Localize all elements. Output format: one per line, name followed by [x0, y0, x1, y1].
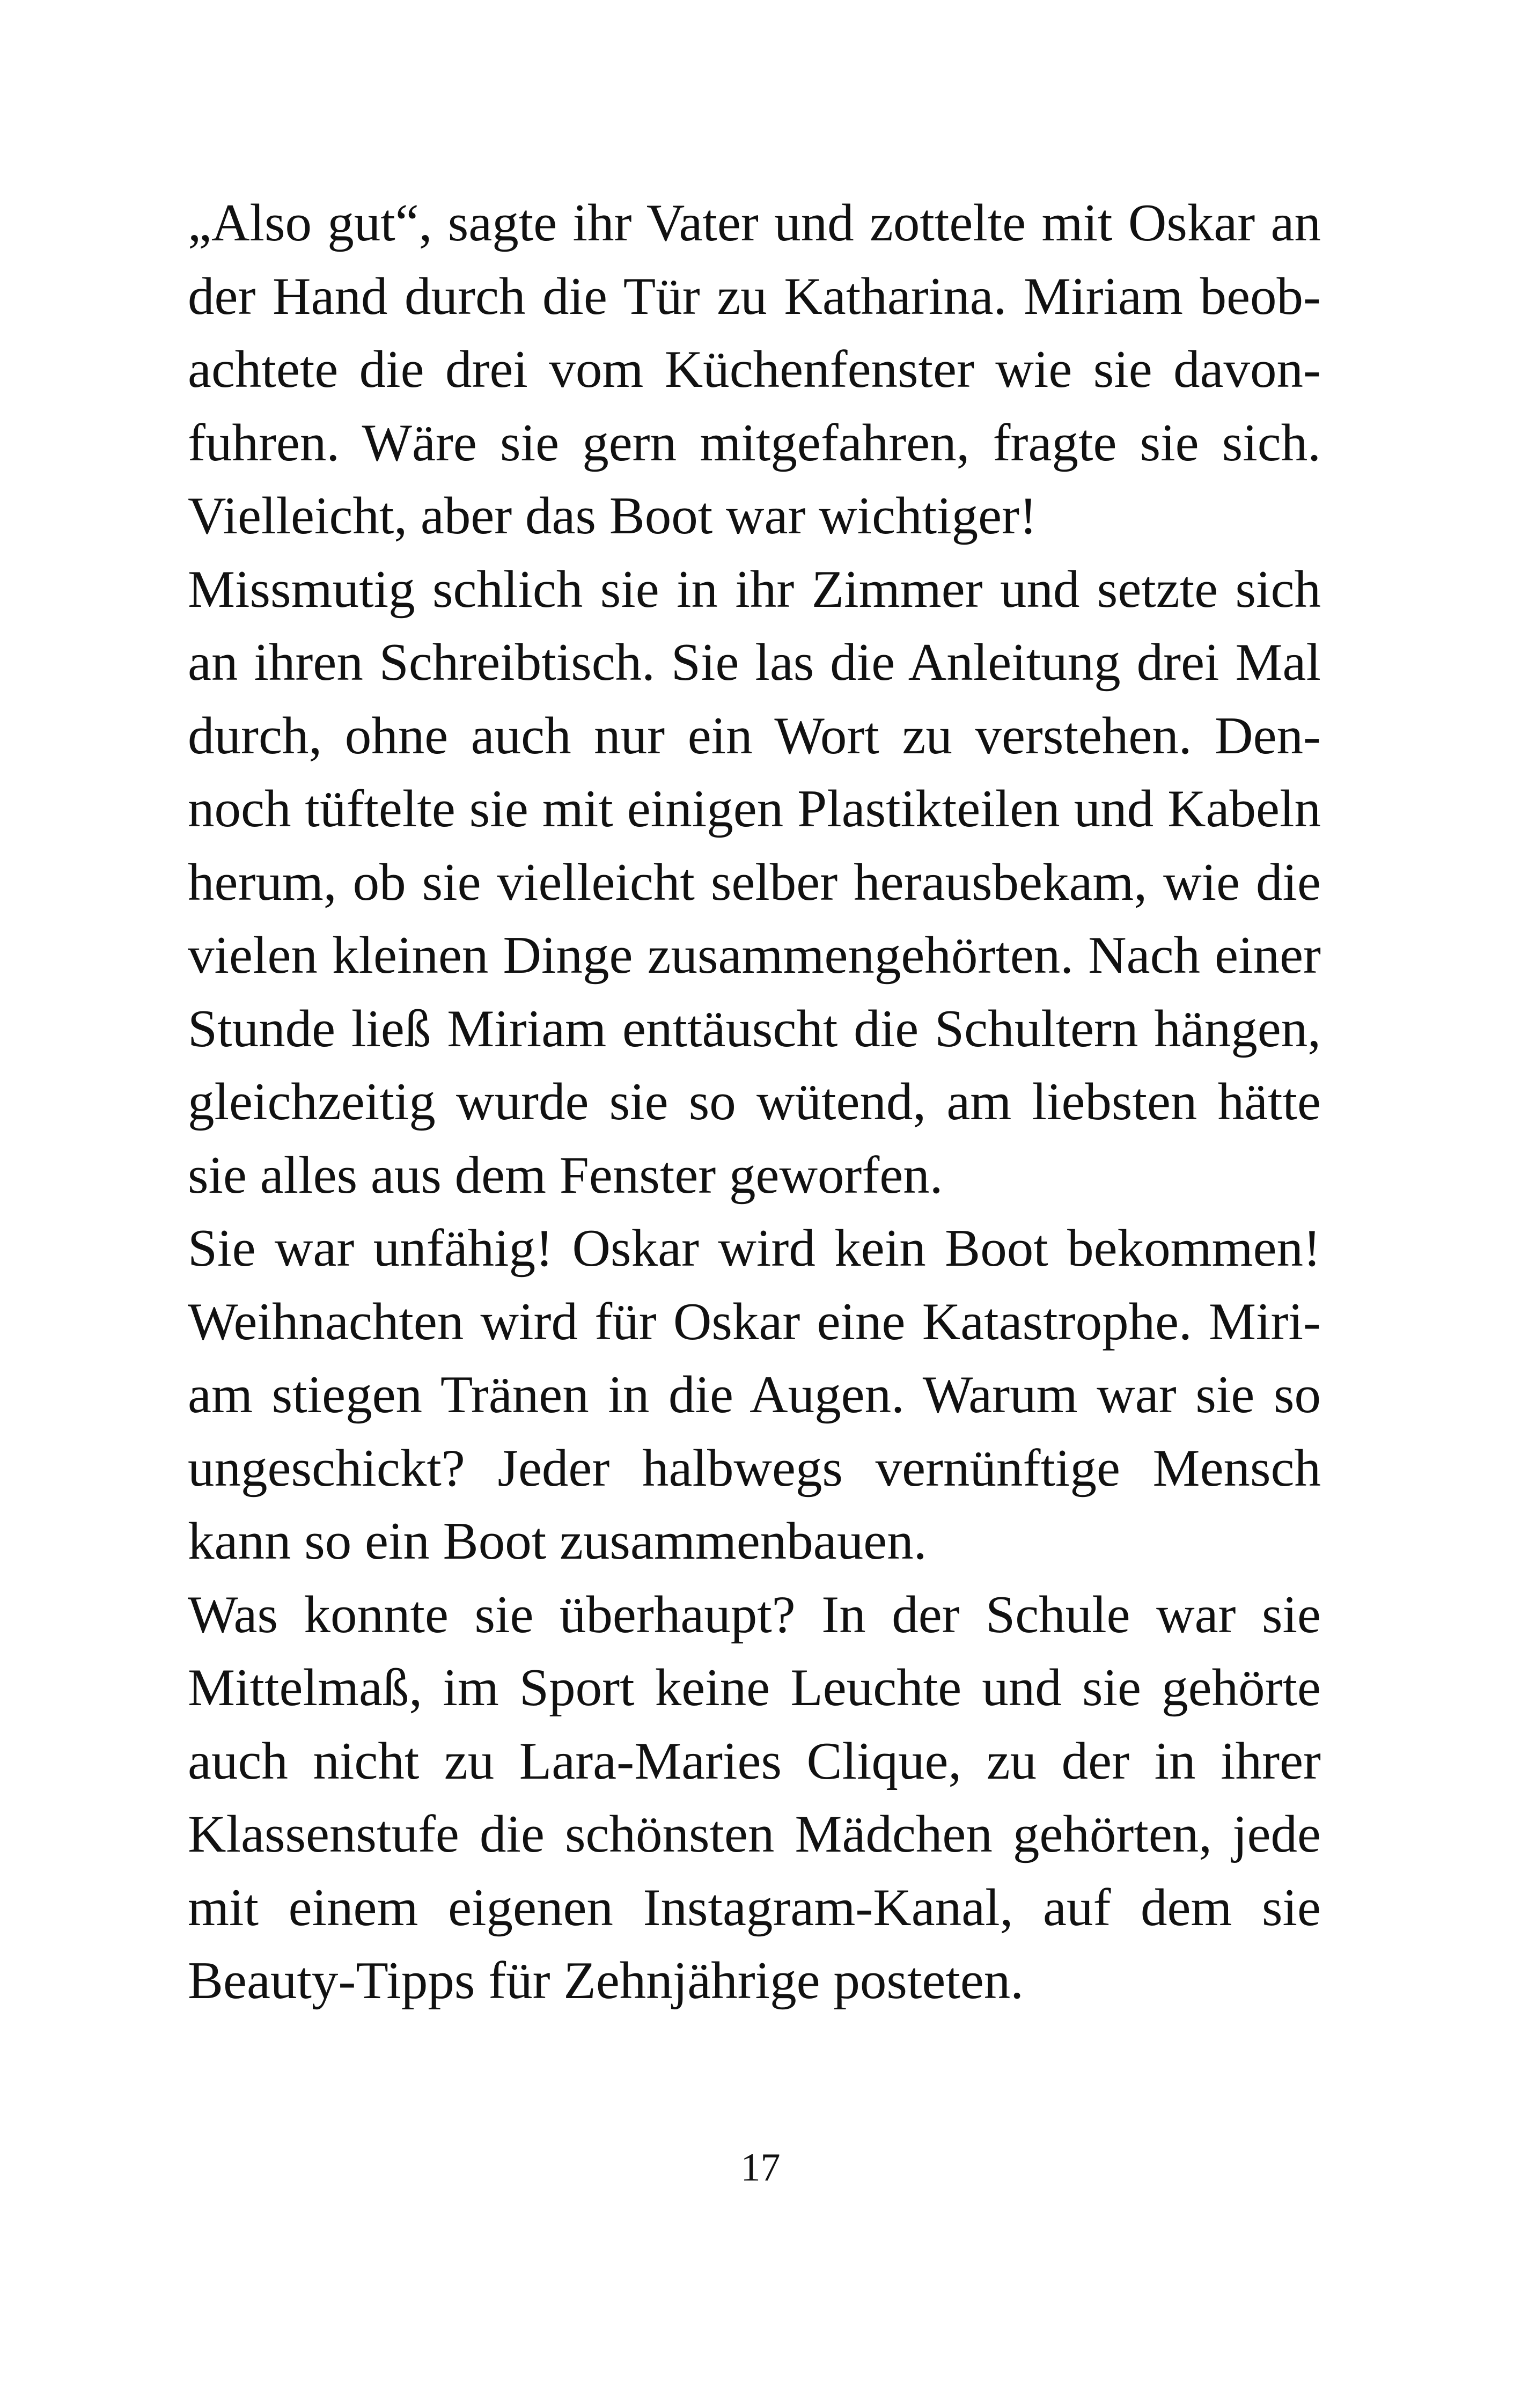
body-text	[188, 187, 1321, 2018]
text-line: Missmutig schlich sie in ihr Zimmer und setzte sich	[188, 560, 1321, 619]
text-line: kann so ein Boot zusammenbauen.	[188, 1512, 927, 1570]
text-line: Weihnachten wird für Oskar eine Katastrophe. Miri-	[188, 1292, 1321, 1351]
text-line: noch tüftelte sie mit einigen Plastikteilen und Kabeln	[188, 780, 1321, 838]
text-line: Mittelmaß, im Sport keine Leuchte und sie gehörte	[188, 1658, 1321, 1717]
text-line: fuhren. Wäre sie gern mitgefahren, fragte sie sich.	[188, 413, 1321, 472]
text-line: gleichzeitig wurde sie so wütend, am liebsten hätte	[188, 1073, 1321, 1131]
text-line: achtete die drei vom Küchenfenster wie sie davon-	[188, 340, 1321, 399]
text-line: Vielleicht, aber das Boot war wichtiger!	[188, 487, 1037, 545]
text-line: Klassenstufe die schönsten Mädchen gehörten, jede	[188, 1805, 1321, 1863]
text-line: „Also gut“, sagte ihr Vater und zottelte mit Oskar an	[188, 194, 1321, 252]
text-line: der Hand durch die Tür zu Katharina. Miriam beob-	[188, 267, 1321, 326]
text-line: Beauty-Tipps für Zehnjährige posteten.	[188, 1951, 1024, 2010]
text-line: durch, ohne auch nur ein Wort zu verstehen. Den-	[188, 706, 1321, 765]
text-line: Was konnte sie überhaupt? In der Schule war sie	[188, 1585, 1321, 1644]
text-line: mit einem eigenen Instagram-Kanal, auf dem sie	[188, 1878, 1321, 1937]
text-line: sie alles aus dem Fenster geworfen.	[188, 1146, 943, 1205]
text-line: Stunde ließ Miriam enttäuscht die Schultern hängen,	[188, 999, 1321, 1058]
text-line: vielen kleinen Dinge zusammengehörten. Nach einer	[188, 926, 1321, 985]
text-line: auch nicht zu Lara-Maries Clique, zu der in ihrer	[188, 1731, 1321, 1790]
text-line: an ihren Schreibtisch. Sie las die Anleitung drei Mal	[188, 633, 1321, 692]
text-line: Sie war unfähig! Oskar wird kein Boot bekommen!	[188, 1219, 1321, 1278]
text-line: am stiegen Tränen in die Augen. Warum war sie so	[188, 1365, 1321, 1424]
page-number: 17	[740, 2146, 781, 2190]
text-line: ungeschickt? Jeder halbwegs vernünftige Mensch	[188, 1438, 1321, 1497]
text-line: herum, ob sie vielleicht selber herausbekam, wie die	[188, 853, 1321, 912]
